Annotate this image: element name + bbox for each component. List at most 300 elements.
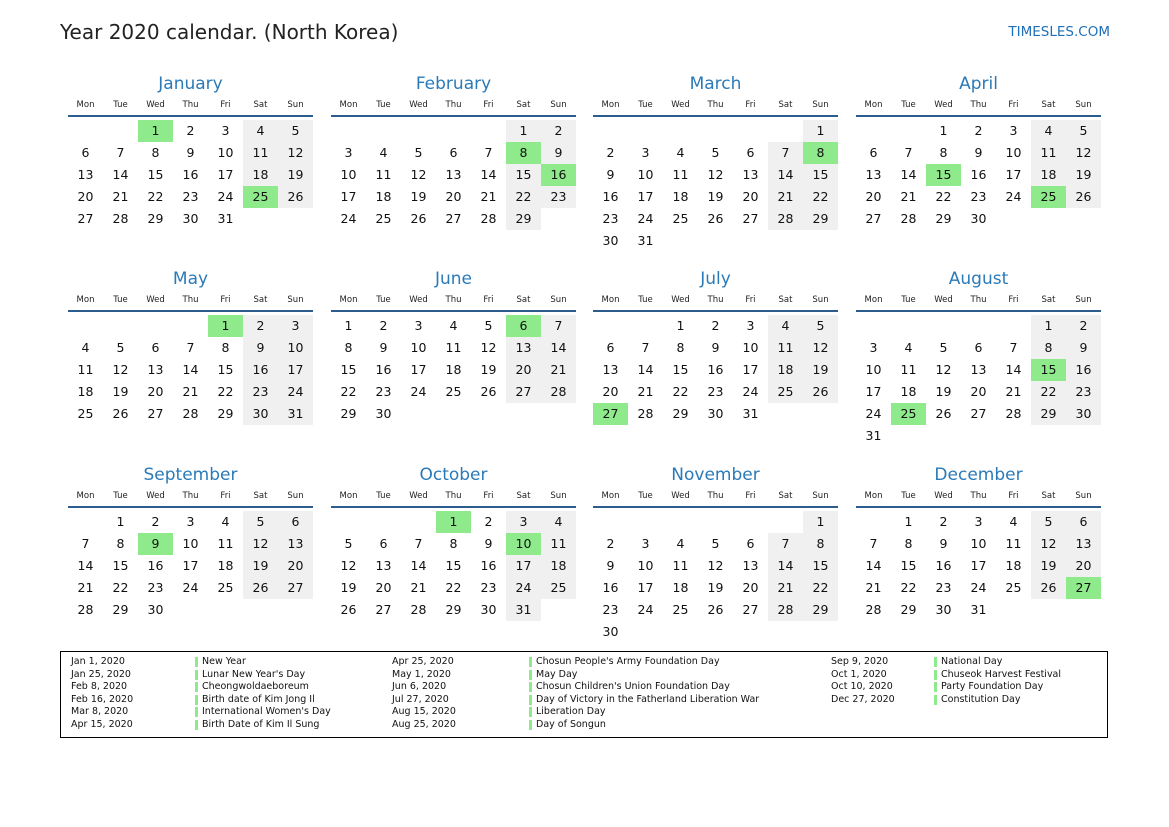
empty-cell: [366, 511, 401, 533]
day-cell: 26: [707, 602, 724, 617]
weekday-label: Fri: [483, 295, 494, 305]
holiday-name: Chuseok Harvest Festival: [941, 668, 1062, 680]
holiday-marker: [934, 682, 937, 692]
day-cell: 1: [116, 514, 125, 529]
weekday-label: Tue: [901, 100, 916, 110]
day-cell: 13: [1066, 533, 1101, 555]
day-cell: 18: [375, 189, 392, 204]
week-row: [856, 208, 1101, 230]
day-cell: 25: [672, 602, 689, 617]
empty-cell: [856, 315, 891, 337]
day-cell: 31: [278, 403, 313, 425]
day-cell: 3: [746, 318, 755, 333]
day-cell: 14: [1005, 362, 1022, 377]
day-cell: 23: [147, 580, 164, 595]
empty-cell: [401, 120, 436, 142]
day-cell: 21: [637, 384, 654, 399]
empty-cell: [208, 599, 243, 621]
holiday-date: Oct 10, 2020: [831, 681, 893, 693]
holiday-name: National Day: [941, 656, 1003, 667]
day-cell: 19: [1031, 555, 1066, 577]
weekday-label: Sun: [812, 295, 829, 305]
day-cell: 5: [1031, 511, 1066, 533]
month-name: November: [671, 465, 760, 485]
day-cell: 4: [379, 145, 388, 160]
day-cell: 4: [1031, 120, 1066, 142]
month-name: August: [948, 269, 1009, 289]
empty-cell: [628, 511, 663, 533]
day-cell: 30: [1066, 403, 1101, 425]
day-cell: 9: [1066, 337, 1101, 359]
day-cell: 20: [147, 384, 164, 399]
empty-cell: [961, 315, 996, 337]
day-cell: 31: [506, 599, 541, 621]
day-cell: 23: [602, 211, 619, 226]
day-cell: 16: [480, 558, 497, 573]
day-cell: 24: [970, 580, 987, 595]
week-row: [593, 533, 838, 555]
day-cell: 22: [217, 384, 234, 399]
week-row: [68, 337, 313, 359]
weekday-label: Fri: [1008, 295, 1019, 305]
day-cell: 4: [221, 514, 230, 529]
day-cell: 25: [217, 580, 234, 595]
day-cell: 29: [1031, 403, 1066, 425]
weekday-header: [593, 98, 838, 113]
day-cell: 8: [939, 145, 948, 160]
week-row: [68, 164, 313, 186]
weekday-label: Thu: [707, 295, 724, 305]
day-cell: 25: [1031, 186, 1066, 208]
day-cell: 30: [147, 602, 164, 617]
day-cell: 25: [243, 186, 278, 208]
day-cell: 18: [445, 362, 462, 377]
week-row: [331, 555, 576, 577]
day-cell: 30: [375, 406, 392, 421]
day-cell: 14: [900, 167, 917, 182]
day-cell: 23: [602, 602, 619, 617]
day-cell: 7: [768, 142, 803, 164]
day-cell: 15: [506, 164, 541, 186]
weekday-label: Sat: [516, 491, 531, 501]
day-cell: 4: [676, 536, 685, 551]
holiday-legend: [60, 651, 1108, 738]
empty-cell: [961, 425, 996, 447]
day-cell: 6: [606, 340, 615, 355]
day-cell: 21: [112, 189, 129, 204]
day-cell: 7: [116, 145, 125, 160]
day-cell: 18: [1005, 558, 1022, 573]
day-cell: 11: [672, 167, 689, 182]
day-cell: 10: [182, 536, 199, 551]
day-cell: 3: [869, 340, 878, 355]
weekday-label: Fri: [483, 100, 494, 110]
day-cell: 23: [541, 186, 576, 208]
holiday-name: May Day: [536, 668, 578, 680]
holiday-date: Mar 8, 2020: [71, 706, 129, 718]
day-cell: 12: [707, 167, 724, 182]
day-cell: 1: [436, 511, 471, 533]
day-cell: 16: [243, 359, 278, 381]
day-cell: 27: [742, 602, 759, 617]
header-divider: [331, 115, 576, 117]
day-cell: 7: [768, 533, 803, 555]
day-cell: 18: [243, 164, 278, 186]
day-cell: 3: [506, 511, 541, 533]
day-cell: 21: [410, 580, 427, 595]
day-cell: 1: [344, 318, 353, 333]
weekday-label: Wed: [671, 100, 690, 110]
week-row: [593, 359, 838, 381]
weekday-label: Fri: [220, 295, 231, 305]
week-row: [68, 403, 313, 425]
week-row: [68, 381, 313, 403]
day-cell: 13: [865, 167, 882, 182]
weekday-label: Mon: [76, 491, 95, 501]
holiday-marker: [934, 695, 937, 705]
empty-cell: [628, 621, 663, 643]
weekday-label: Mon: [76, 295, 95, 305]
day-cell: 6: [449, 145, 458, 160]
day-cell: 24: [742, 384, 759, 399]
empty-cell: [103, 120, 138, 142]
holiday-name: Chosun Children's Union Foundation Day: [536, 681, 730, 693]
empty-cell: [1066, 208, 1101, 230]
weekday-label: Sun: [1075, 295, 1092, 305]
day-cell: 17: [506, 555, 541, 577]
day-cell: 30: [707, 406, 724, 421]
day-cell: 6: [746, 536, 755, 551]
day-cell: 28: [865, 602, 882, 617]
month-february: [331, 73, 576, 230]
weekday-label: Mon: [601, 491, 620, 501]
weekday-label: Tue: [901, 295, 916, 305]
weekday-label: Thu: [182, 100, 199, 110]
day-cell: 10: [506, 533, 541, 555]
weekday-label: Sun: [550, 100, 567, 110]
month-september: [68, 464, 313, 621]
empty-cell: [926, 425, 961, 447]
day-cell: 13: [375, 558, 392, 573]
day-cell: 7: [1009, 340, 1018, 355]
day-cell: 2: [243, 315, 278, 337]
day-cell: 11: [375, 167, 392, 182]
day-cell: 29: [803, 208, 838, 230]
day-cell: 13: [742, 167, 759, 182]
day-cell: 8: [449, 536, 458, 551]
weekday-label: Sun: [812, 100, 829, 110]
day-cell: 12: [1066, 142, 1101, 164]
day-cell: 1: [138, 120, 173, 142]
day-cell: 28: [77, 602, 94, 617]
day-cell: 19: [480, 362, 497, 377]
week-row: [856, 381, 1101, 403]
day-cell: 6: [869, 145, 878, 160]
day-cell: 24: [278, 381, 313, 403]
day-cell: 24: [506, 577, 541, 599]
weekday-label: Sat: [253, 491, 268, 501]
day-cell: 10: [742, 340, 759, 355]
weekday-label: Sun: [550, 491, 567, 501]
day-cell: 28: [182, 406, 199, 421]
day-cell: 18: [1031, 164, 1066, 186]
empty-cell: [628, 120, 663, 142]
day-cell: 29: [900, 602, 917, 617]
day-cell: 19: [410, 189, 427, 204]
day-cell: 20: [278, 555, 313, 577]
weekday-label: Mon: [339, 100, 358, 110]
weekday-label: Sat: [253, 295, 268, 305]
weekday-label: Sun: [287, 100, 304, 110]
day-cell: 29: [445, 602, 462, 617]
month-january: [68, 73, 313, 230]
day-cell: 18: [217, 558, 234, 573]
day-cell: 21: [768, 186, 803, 208]
day-cell: 22: [340, 384, 357, 399]
month-august: [856, 268, 1101, 447]
week-row: [593, 142, 838, 164]
holiday-date: Jan 1, 2020: [71, 656, 125, 667]
weekday-label: Wed: [934, 491, 953, 501]
weekday-label: Sun: [812, 491, 829, 501]
day-cell: 12: [410, 167, 427, 182]
day-cell: 16: [182, 167, 199, 182]
weekday-header: [593, 293, 838, 308]
day-cell: 30: [243, 403, 278, 425]
empty-cell: [331, 120, 366, 142]
weekday-header: [593, 489, 838, 504]
day-cell: 22: [147, 189, 164, 204]
day-cell: 10: [865, 362, 882, 377]
day-cell: 28: [480, 211, 497, 226]
day-cell: 31: [970, 602, 987, 617]
day-cell: 30: [602, 624, 619, 639]
weekday-label: Wed: [934, 295, 953, 305]
day-cell: 26: [1031, 577, 1066, 599]
day-cell: 18: [77, 384, 94, 399]
day-cell: 19: [803, 359, 838, 381]
day-cell: 2: [151, 514, 160, 529]
weekday-label: Thu: [445, 100, 462, 110]
day-cell: 23: [970, 189, 987, 204]
day-cell: 14: [182, 362, 199, 377]
empty-cell: [541, 599, 576, 621]
day-cell: 25: [672, 211, 689, 226]
day-cell: 11: [541, 533, 576, 555]
empty-cell: [733, 230, 768, 252]
day-cell: 28: [112, 211, 129, 226]
day-cell: 11: [445, 340, 462, 355]
day-cell: 13: [445, 167, 462, 182]
day-cell: 19: [1066, 164, 1101, 186]
holiday-name: Constitution Day: [941, 693, 1021, 705]
day-cell: 18: [541, 555, 576, 577]
day-cell: 21: [865, 580, 882, 595]
day-cell: 21: [77, 580, 94, 595]
day-cell: 5: [711, 536, 720, 551]
day-cell: 14: [768, 164, 803, 186]
empty-cell: [663, 230, 698, 252]
weekday-label: Sat: [253, 100, 268, 110]
day-cell: 2: [484, 514, 493, 529]
month-name: February: [415, 74, 492, 94]
day-cell: 2: [379, 318, 388, 333]
empty-cell: [926, 315, 961, 337]
day-cell: 13: [147, 362, 164, 377]
day-cell: 16: [375, 362, 392, 377]
empty-cell: [996, 425, 1031, 447]
day-cell: 21: [182, 384, 199, 399]
day-cell: 5: [344, 536, 353, 551]
weekday-header: [856, 293, 1101, 308]
week-row: [593, 337, 838, 359]
day-cell: 12: [278, 142, 313, 164]
weekday-label: Tue: [113, 100, 128, 110]
empty-cell: [278, 208, 313, 230]
weekday-header: [331, 293, 576, 308]
header-divider: [593, 506, 838, 508]
weekday-label: Mon: [76, 100, 95, 110]
day-cell: 14: [410, 558, 427, 573]
day-cell: 9: [939, 536, 948, 551]
day-cell: 16: [935, 558, 952, 573]
day-cell: 9: [243, 337, 278, 359]
holiday-name: Day of Songun: [536, 718, 606, 730]
day-cell: 26: [410, 211, 427, 226]
day-cell: 8: [151, 145, 160, 160]
holiday-date: Aug 25, 2020: [392, 718, 456, 730]
empty-cell: [68, 511, 103, 533]
day-cell: 25: [445, 384, 462, 399]
day-cell: 17: [742, 362, 759, 377]
holiday-marker: [529, 720, 532, 730]
site-link[interactable]: TIMESLES.COM: [1008, 24, 1110, 40]
day-cell: 28: [410, 602, 427, 617]
weekday-label: Wed: [146, 491, 165, 501]
day-cell: 9: [484, 536, 493, 551]
month-name: June: [434, 269, 473, 289]
day-cell: 20: [506, 359, 541, 381]
weekday-label: Mon: [601, 100, 620, 110]
day-cell: 8: [676, 340, 685, 355]
page-title: Year 2020 calendar. (North Korea): [60, 20, 399, 44]
week-row: [593, 120, 838, 142]
day-cell: 26: [935, 406, 952, 421]
empty-cell: [768, 621, 803, 643]
day-cell: 25: [375, 211, 392, 226]
day-cell: 20: [375, 580, 392, 595]
holiday-marker: [529, 682, 532, 692]
week-row: [593, 186, 838, 208]
day-cell: 2: [1066, 315, 1101, 337]
week-row: [856, 511, 1101, 533]
weekday-header: [331, 98, 576, 113]
week-row: [331, 577, 576, 599]
weekday-label: Fri: [745, 295, 756, 305]
weekday-label: Thu: [182, 491, 199, 501]
day-cell: 14: [637, 362, 654, 377]
day-cell: 26: [112, 406, 129, 421]
week-row: [856, 555, 1101, 577]
empty-cell: [663, 621, 698, 643]
day-cell: 28: [900, 211, 917, 226]
week-row: [593, 381, 838, 403]
day-cell: 10: [217, 145, 234, 160]
day-cell: 3: [641, 536, 650, 551]
day-cell: 21: [1005, 384, 1022, 399]
empty-cell: [541, 403, 576, 425]
weekday-label: Thu: [445, 295, 462, 305]
day-cell: 5: [1066, 120, 1101, 142]
empty-cell: [401, 511, 436, 533]
day-cell: 11: [900, 362, 917, 377]
month-march: [593, 73, 838, 252]
day-cell: 6: [1066, 511, 1101, 533]
empty-cell: [663, 511, 698, 533]
weekday-label: Sat: [778, 295, 793, 305]
week-row: [68, 511, 313, 533]
day-cell: 27: [593, 403, 628, 425]
holiday-marker: [529, 670, 532, 680]
day-cell: 10: [410, 340, 427, 355]
day-cell: 17: [182, 558, 199, 573]
empty-cell: [803, 230, 838, 252]
day-cell: 2: [541, 120, 576, 142]
day-cell: 29: [672, 406, 689, 421]
weekday-label: Sun: [1075, 491, 1092, 501]
holiday-name: Lunar New Year's Day: [202, 668, 306, 680]
week-row: [68, 577, 313, 599]
weekday-label: Mon: [601, 295, 620, 305]
day-cell: 10: [340, 167, 357, 182]
day-cell: 11: [1005, 536, 1022, 551]
empty-cell: [891, 425, 926, 447]
day-cell: 17: [637, 189, 654, 204]
day-cell: 18: [672, 580, 689, 595]
day-cell: 24: [217, 189, 234, 204]
day-cell: 15: [1031, 359, 1066, 381]
weekday-label: Wed: [671, 295, 690, 305]
month-december: [856, 464, 1101, 621]
day-cell: 8: [803, 533, 838, 555]
day-cell: 17: [340, 189, 357, 204]
day-cell: 23: [935, 580, 952, 595]
empty-cell: [593, 511, 628, 533]
weekday-label: Thu: [707, 491, 724, 501]
day-cell: 21: [900, 189, 917, 204]
day-cell: 19: [340, 580, 357, 595]
header-divider: [856, 506, 1101, 508]
day-cell: 29: [803, 599, 838, 621]
header-divider: [68, 506, 313, 508]
day-cell: 3: [186, 514, 195, 529]
empty-cell: [768, 230, 803, 252]
empty-cell: [698, 230, 733, 252]
week-row: [856, 403, 1101, 425]
empty-cell: [1031, 208, 1066, 230]
day-cell: 4: [541, 511, 576, 533]
day-cell: 27: [375, 602, 392, 617]
empty-cell: [628, 315, 663, 337]
day-cell: 17: [1005, 167, 1022, 182]
day-cell: 31: [865, 428, 882, 443]
day-cell: 30: [970, 211, 987, 226]
day-cell: 8: [904, 536, 913, 551]
weekday-label: Mon: [864, 100, 883, 110]
day-cell: 27: [278, 577, 313, 599]
day-cell: 15: [803, 164, 838, 186]
day-cell: 29: [217, 406, 234, 421]
